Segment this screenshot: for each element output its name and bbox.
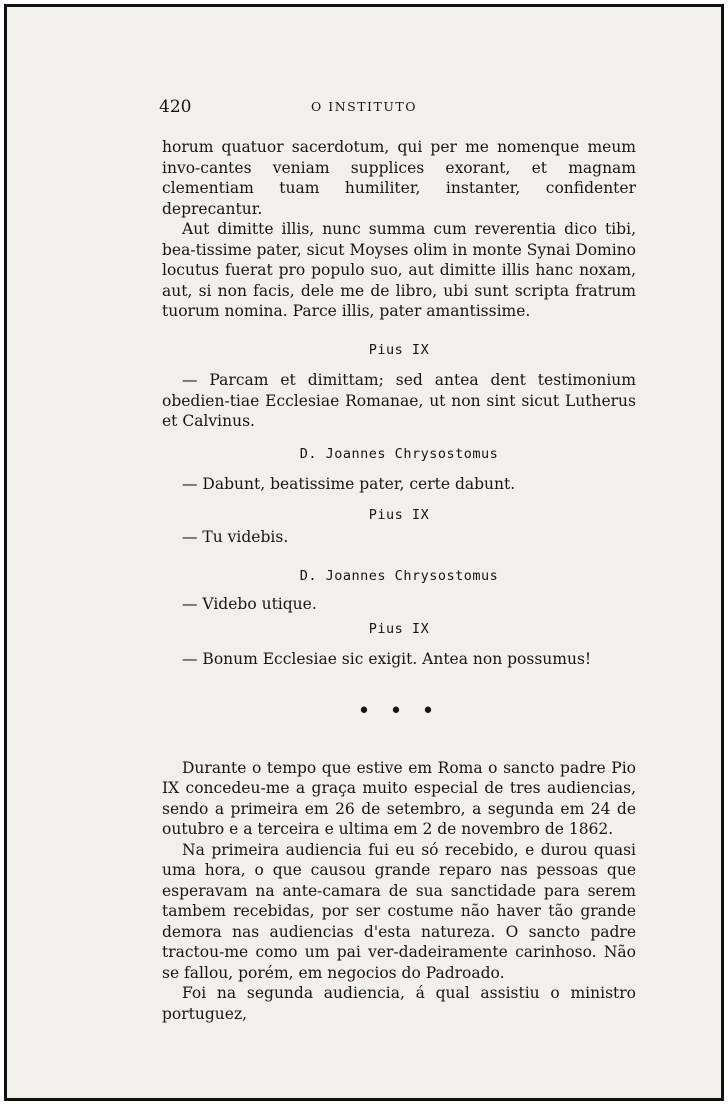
- speaker-label: Pius IX: [368, 620, 430, 637]
- dialogue-line: — Tu videbis.: [182, 528, 289, 546]
- book-page: [4, 4, 724, 1101]
- dialogue-line: — Videbo utique.: [182, 595, 317, 613]
- dialogue-line: — Parcam et dimittam; sed antea dent testimonium obedien-tiae Ecclesiae Romanae, ut non sint sicut Lutherus et Calvinus.: [162, 371, 636, 430]
- narrative-paragraph-2: Na primeira audiencia fui eu só recebido, e durou quasi uma hora, o que causou grande reparo nas pessoas que esperavam na ante-camara de sua sanctidade para serem tambem recebidas, por ser costume não haver tão grande demora nas audiencias d'esta natureza. O sancto padre tractou-me como um pai ver-dadeiramente carinhoso. Não se fallou, porém, em negocios do Padroado.: [162, 840, 636, 982]
- speaker-label: D. Joannes Chrysostomus: [299, 567, 499, 584]
- narrative-paragraph-3: Foi na segunda audiencia, á qual assistiu o ministro portuguez,: [162, 984, 636, 1023]
- running-title: O INSTITUTO: [311, 99, 417, 114]
- dialogue-line: — Bonum Ecclesiae sic exigit. Antea non possumus!: [182, 650, 592, 668]
- petition-paragraph-1: horum quatuor sacerdotum, qui per me nomenque meum invo-cantes veniam supplices exorant, et magnam clementiam tuam humiliter, instanter, confidenter deprecantur.: [162, 138, 636, 218]
- speaker-label: Pius IX: [368, 506, 430, 523]
- speaker-label: Pius IX: [368, 341, 430, 358]
- page-number: 420: [159, 97, 192, 117]
- dialogue-line: — Dabunt, beatissime pater, certe dabunt.: [182, 475, 516, 493]
- section-separator: • • •: [357, 698, 441, 724]
- petition-paragraph-2: Aut dimitte illis, nunc summa cum reverentia dico tibi, bea-tissime pater, sicut Moyses olim in monte Synai Domino locutus fuerat pro populo suo, aut dimitte illis hanc noxam, aut, si non facis, dele me de libro, ubi sunt scripta fratrum tuorum nomina. Parce illis, pater amantissime.: [162, 220, 636, 320]
- speaker-label: D. Joannes Chrysostomus: [299, 445, 499, 462]
- page-body: [162, 137, 636, 1024]
- narrative-paragraph-1: Durante o tempo que estive em Roma o sancto padre Pio IX concedeu-me a graça muito especial de tres audiencias, sendo a primeira em 26 de setembro, a segunda em 24 de outubro e a terceira e ultima em 2 de novembro de 1862.: [162, 758, 636, 838]
